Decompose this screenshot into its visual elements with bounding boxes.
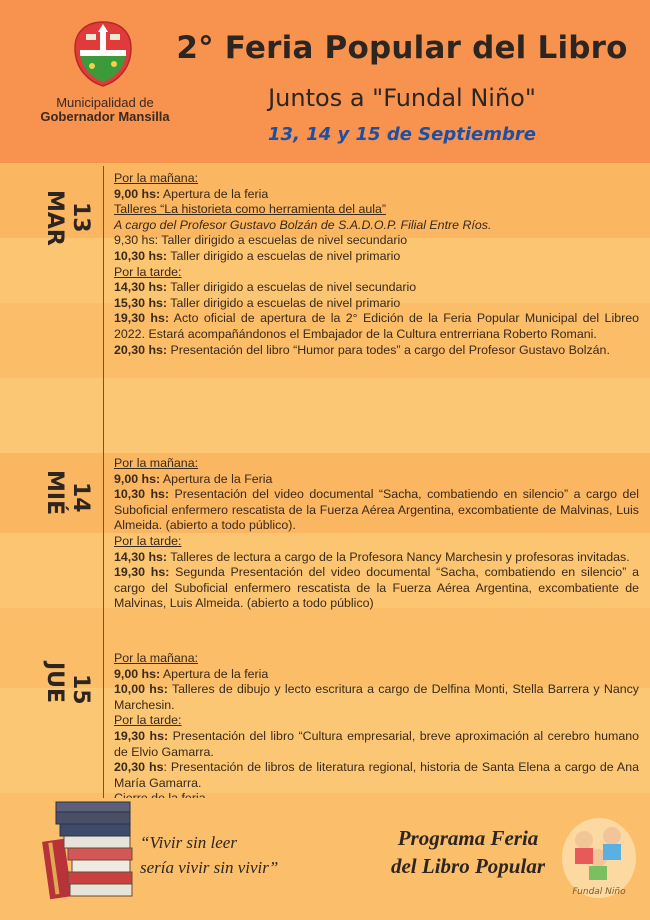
fundal-logo-text: Fundal Niño	[572, 887, 626, 897]
schedule-item	[114, 487, 639, 534]
schedule-item	[114, 311, 639, 342]
day-label-jue	[22, 662, 92, 742]
schedule-description: Segunda Presentación del video documental “Sacha, combatiendo en silencio” a cargo del Suboficial enfermero rescatista de la Fuerza Aérea Argentina, excombatiente de Malvinas, Luis Almeida. (abierto a todo público)	[114, 565, 639, 611]
schedule-item	[114, 296, 639, 312]
schedule-description: Talleres de dibujo y lecto escritura a cargo de Delfina Monti, Stella Barrera y Nancy Marchesin.	[114, 682, 639, 712]
schedule-item	[114, 682, 639, 713]
schedule-description: Acto oficial de apertura de la 2° Edición de la Feria Popular Municipal del Libreo 2022. Estará acompañándonos el Embajador de la Cultura entrerriana Roberto Romani.	[114, 311, 639, 341]
day-name: MIÉ	[42, 470, 67, 516]
schedule-time: 14,30 hs:	[114, 280, 168, 295]
schedule-item: 9,30 hs: Taller dirigido a escuelas de nivel secundario	[114, 233, 408, 248]
schedule-description: Taller dirigido a escuelas de nivel secundario	[167, 280, 417, 295]
schedule-item	[114, 729, 639, 760]
schedule-description: Presentación del libro “Humor para todes” a cargo del Profesor Gustavo Bolzán.	[167, 342, 610, 357]
schedule-description: Taller dirigido a escuelas de nivel primario	[167, 295, 401, 310]
stacked-books-icon	[38, 798, 138, 902]
day-number: 14	[68, 482, 93, 513]
schedule-item	[114, 187, 639, 203]
stripe	[0, 378, 650, 453]
schedule-time: 9,00 hs:	[114, 471, 161, 486]
schedule-item	[114, 550, 639, 566]
schedule-divider	[103, 166, 104, 798]
schedule-time: 19,30 hs:	[114, 311, 169, 326]
schedule-item	[114, 565, 639, 612]
schedule-time: 15,30 hs:	[114, 295, 168, 310]
program-line-1: Programa Feria	[397, 826, 539, 850]
header-banner	[0, 0, 650, 163]
schedule-item	[114, 667, 639, 683]
section-heading: Por la tarde:	[114, 713, 182, 728]
schedule-time: 9,00 hs:	[114, 186, 161, 201]
section-heading: Por la tarde:	[114, 264, 182, 279]
municipality-name	[20, 96, 190, 124]
page-subtitle: Juntos a "Fundal Niño"	[268, 84, 536, 112]
schedule-time: 10,30 hs:	[114, 248, 168, 263]
quote-line-1: “Vivir sin leer	[140, 833, 237, 852]
event-dates: 13, 14 y 15 de Septiembre	[268, 124, 536, 145]
schedule-time: 10,30 hs:	[114, 487, 170, 502]
schedule-description: Taller dirigido a escuelas de nivel primario	[167, 248, 401, 263]
schedule-description: Apertura de la Feria	[160, 471, 273, 486]
schedule-item	[114, 343, 639, 359]
schedule-day-15	[114, 651, 639, 807]
schedule-time: 19,30 hs:	[114, 728, 169, 743]
schedule-time: 9,00 hs:	[114, 666, 161, 681]
workshop-host: A cargo del Profesor Gustavo Bolzán de S.A.D.O.P. Filial Entre Ríos.	[114, 217, 492, 232]
day-number: 13	[68, 202, 93, 233]
day-label-mar	[22, 190, 92, 270]
municipality-shield-icon	[72, 20, 134, 88]
day-label-mie	[22, 470, 92, 550]
schedule-day-13	[114, 171, 639, 358]
schedule-description: Talleres de lectura a cargo de la Profesora Nancy Marchesin y profesoras invitadas.	[167, 549, 630, 564]
section-heading: Talleres “La historieta como herramienta del aula”	[114, 202, 387, 217]
schedule-time: 20,30 hs	[114, 760, 164, 775]
program-title	[376, 824, 560, 880]
day-name: MAR	[42, 190, 67, 246]
municipality-line-2: Gobernador Mansilla	[40, 109, 170, 124]
schedule-item	[114, 472, 639, 488]
schedule-time: 20,30 hs:	[114, 342, 168, 357]
schedule-description: Presentación del video documental “Sacha, combatiendo en silencio” a cargo del Suboficial enfermero rescatista de la Fuerza Aérea Argentina, excombatiente de Malvinas, Luis Almeida. (abierto a todo público).	[114, 487, 639, 533]
schedule-description: : Presentación de libros de literatura regional, historia de Santa Elena a cargo de Ana María Gamarra.	[114, 760, 639, 790]
municipality-line-1: Municipalidad de	[56, 95, 154, 110]
section-heading: Por la mañana:	[114, 456, 199, 470]
schedule-item	[114, 249, 639, 265]
schedule-item	[114, 280, 639, 296]
section-heading: Por la tarde:	[114, 533, 182, 548]
schedule-time: 10,00 hs:	[114, 682, 168, 697]
schedule-description: Presentación del libro “Cultura empresarial, breve aproximación al cerebro humano de Elvio Gamarra.	[114, 728, 639, 759]
schedule-item	[114, 760, 639, 791]
schedule-time: 14,30 hs:	[114, 549, 168, 564]
day-name: JUE	[42, 662, 67, 704]
fundal-nino-logo	[560, 810, 638, 900]
schedule-description: Apertura de la feria	[160, 666, 269, 681]
schedule-day-14	[114, 456, 639, 612]
schedule-time: 19,30 hs:	[114, 565, 170, 580]
section-heading: Por la mañana:	[114, 171, 199, 185]
day-number: 15	[68, 674, 93, 705]
page-title: 2° Feria Popular del Libro	[176, 30, 628, 66]
program-line-2: del Libro Popular	[390, 854, 545, 878]
quote-line-2: sería vivir sin vivir”	[140, 858, 279, 877]
schedule-description: Apertura de la feria	[160, 186, 269, 201]
reading-quote	[140, 830, 330, 880]
section-heading: Por la mañana:	[114, 651, 199, 665]
